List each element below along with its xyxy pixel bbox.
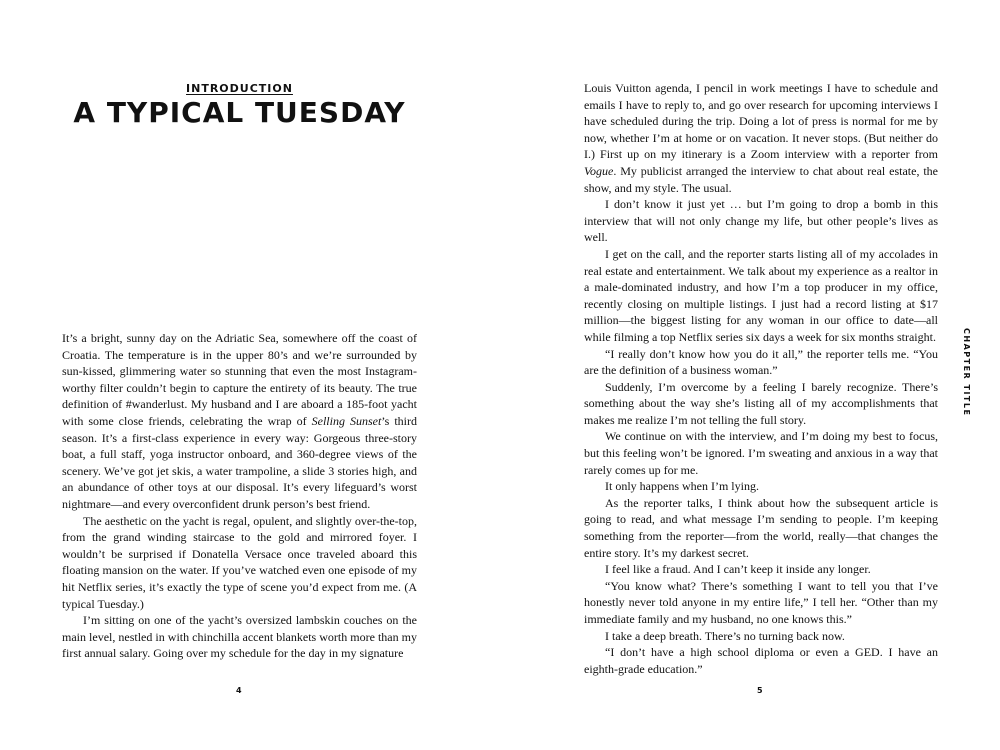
left-body-text xyxy=(62,330,417,662)
body-text-run: “You know what? There’s something I want to tell you that I’ve honestly never told anyone in my entire life,” I tell her. “Other than my immediate family and my husband, no one knows this.” xyxy=(584,578,938,626)
body-text-run: It’s a bright, sunny day on the Adriatic Sea, somewhere off the coast of Croatia. The temperature is in the upper 80’s and we’re surrounded by sun-kissed, glimmering water so stunning that even the most Instagram-worthy filter couldn’t begin to capture the entirety of its beauty. The true definition of #wanderlust. My husband and I are aboard a 185-foot yacht with some close friends, celebrating the wrap of xyxy=(62,331,417,428)
body-text-run: . My publicist arranged the interview to chat about real estate, the show, and my style. The usual. xyxy=(584,163,938,195)
right-paragraph xyxy=(584,379,938,429)
right-paragraph xyxy=(584,628,938,645)
body-text-run: I take a deep breath. There’s no turning back now. xyxy=(605,628,845,643)
body-text-run: I get on the call, and the reporter starts listing all of my accolades in real estate and entertainment. We talk about my experience as a realtor in a male-dominated industry, and how I’m a top producer in my office, recently closing on multiple listings. I just had a record listing at $17 million—the biggest listing for any woman in our office to date—all while filming a top Netflix series six days a week for six months straight. xyxy=(584,246,938,344)
italic-title-text: Vogue xyxy=(584,163,614,178)
left-paragraph xyxy=(62,612,417,662)
right-paragraph xyxy=(584,246,938,346)
body-text-run: It only happens when I’m lying. xyxy=(605,479,759,494)
body-text-run: I feel like a fraud. And I can’t keep it inside any longer. xyxy=(605,562,871,577)
chapter-title: A TYPICAL TUESDAY xyxy=(73,96,406,129)
body-text-run: I don’t know it just yet … but I’m going to drop a bomb in this interview that will not only change my life, but other people’s lives as well. xyxy=(584,197,938,245)
body-text-run: As the reporter talks, I think about how the subsequent article is going to read, and what message I’m sending to people. I’m keeping something from the reporter—from the world, really—that changes the entire story. It’s my darkest secret. xyxy=(584,495,938,560)
body-text-run: Louis Vuitton agenda, I pencil in work meetings I have to schedule and emails I have to reply to, and go over research for upcoming interviews I have scheduled during the trip. Doing a lot of press is normal for me by now, whether I’m at home or on vacation. It never stops. (But neither do I.) First up on my itinerary is a Zoom interview with a reporter from xyxy=(584,81,938,162)
body-text-run: Suddenly, I’m overcome by a feeling I barely recognize. There’s something about the way she’s listing all of my accomplishments that makes me realize I’m not telling the full story. xyxy=(584,379,938,427)
italic-title-text: Selling Sunset xyxy=(311,413,382,428)
right-paragraph xyxy=(584,346,938,379)
right-paragraph xyxy=(584,561,938,578)
body-text-run: The aesthetic on the yacht is regal, opulent, and slightly over-the-top, from the grand winding staircase to the gold and mirrored foyer. I wouldn’t be surprised if Donatella Versace once traveled aboard this floating mansion on the water. If you’ve watched even one episode of my hit Netflix series, it’s exactly the type of scene you’d expect from me. (A typical Tuesday.) xyxy=(62,513,417,611)
body-text-run: ’s third season. It’s a first-class experience in every way: Gorgeous three-story boat, a full staff, yoga instructor onboard, and 360-degree views of the scenery. We’ve got jet skis, a water trampoline, a slide 3 stories high, and an abundance of other toys at our disposal. It’s every lifeguard’s worst nightmare—and every overconfident drunk person’s best friend. xyxy=(62,413,417,511)
page-number-right: 5 xyxy=(757,686,763,695)
left-paragraph xyxy=(62,513,417,613)
right-paragraph xyxy=(584,196,938,246)
right-paragraph xyxy=(584,495,938,561)
right-paragraph xyxy=(584,478,938,495)
page-number-left: 4 xyxy=(236,686,242,695)
body-text-run: “I don’t have a high school diploma or even a GED. I have an eighth-grade education.” xyxy=(584,645,938,676)
chapter-kicker: INTRODUCTION xyxy=(186,82,293,95)
right-paragraph xyxy=(584,644,938,677)
right-page xyxy=(500,0,1000,750)
body-text-run: “I really don’t know how you do it all,” the reporter tells me. “You are the definition of a business woman.” xyxy=(584,346,938,378)
right-paragraph xyxy=(584,80,938,196)
right-paragraph xyxy=(584,578,938,628)
body-text-run: I’m sitting on one of the yacht’s oversized lambskin couches on the main level, nestled in with chinchilla accent blankets worth more than my first annual salary. Going over my schedule for the day in my signature xyxy=(62,613,417,661)
right-body-text xyxy=(584,80,938,677)
body-text-run: We continue on with the interview, and I’m doing my best to focus, but this feeling won’t be ignored. I’m sweating and anxious in a way that rarely comes up for me. xyxy=(584,429,938,477)
left-paragraph xyxy=(62,330,417,513)
running-head: CHAPTER TITLE xyxy=(962,328,971,417)
right-paragraph xyxy=(584,428,938,478)
